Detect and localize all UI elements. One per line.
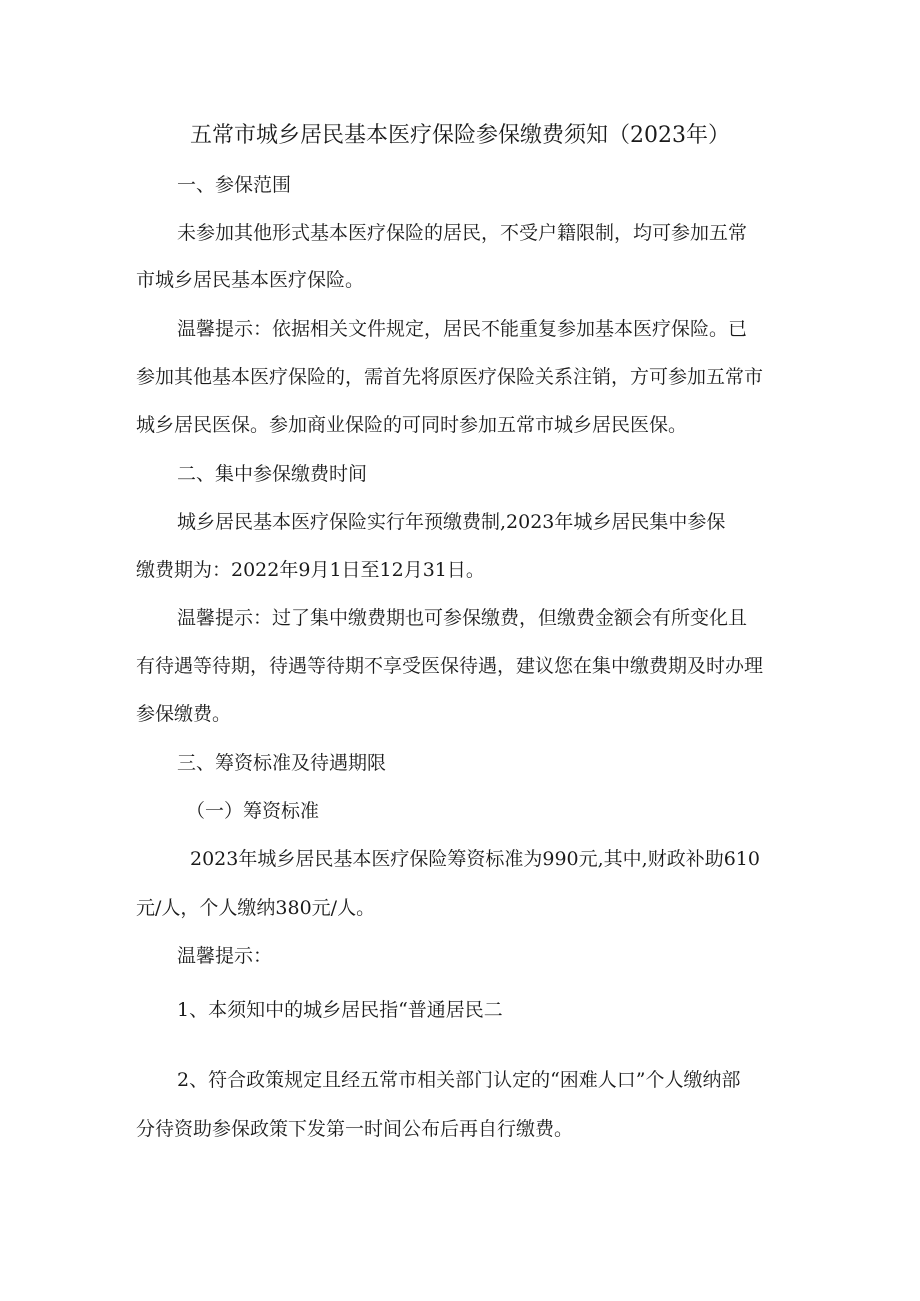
paragraph-line: 城乡居民基本医疗保险实行年预缴费制,2023年城乡居民集中参保 [177, 511, 726, 533]
paragraph-line: 未参加其他形式基本医疗保险的居民，不受户籍限制，均可参加五常 [177, 222, 748, 244]
section-heading-1: 一、参保范围 [177, 174, 292, 196]
section-heading-2: 二、集中参保缴费时间 [177, 463, 368, 485]
list-item: 2、符合政策规定且经五常市相关部门认定的“困难人口”个人缴纳部 [177, 1069, 741, 1091]
paragraph-line: 温馨提示：过了集中缴费期也可参保缴费，但缴费金额会有所变化且 [177, 607, 748, 629]
paragraph-line: 温馨提示：依据相关文件规定，居民不能重复参加基本医疗保险。已 [177, 318, 748, 340]
paragraph-line: 元/人，个人缴纳380元/人。 [136, 897, 376, 919]
document-title: 五常市城乡居民基本医疗保险参保缴费须知（2023年） [190, 123, 730, 148]
paragraph-line: 市城乡居民基本医疗保险。 [136, 269, 365, 291]
list-item: 1、本须知中的城乡居民指“普通居民二 [177, 999, 503, 1021]
paragraph-line: 2023年城乡居民基本医疗保险筹资标准为990元,其中,财政补助610 [190, 848, 760, 870]
subsection-heading: （一）筹资标准 [186, 800, 320, 822]
paragraph-line: 温馨提示： [177, 945, 273, 967]
paragraph-line: 分待资助参保政策下发第一时间公布后再自行缴费。 [136, 1118, 574, 1140]
paragraph-line: 参保缴费。 [136, 703, 232, 725]
paragraph-line: 城乡居民医保。参加商业保险的可同时参加五常市城乡居民医保。 [136, 414, 688, 436]
paragraph-line: 缴费期为：2022年9月1日至12月31日。 [136, 559, 485, 581]
paragraph-line: 有待遇等待期，待遇等待期不享受医保待遇，建议您在集中缴费期及时办理 [136, 655, 764, 677]
section-heading-3: 三、筹资标准及待遇期限 [177, 752, 387, 774]
paragraph-line: 参加其他基本医疗保险的，需首先将原医疗保险关系注销，方可参加五常市 [136, 366, 764, 388]
